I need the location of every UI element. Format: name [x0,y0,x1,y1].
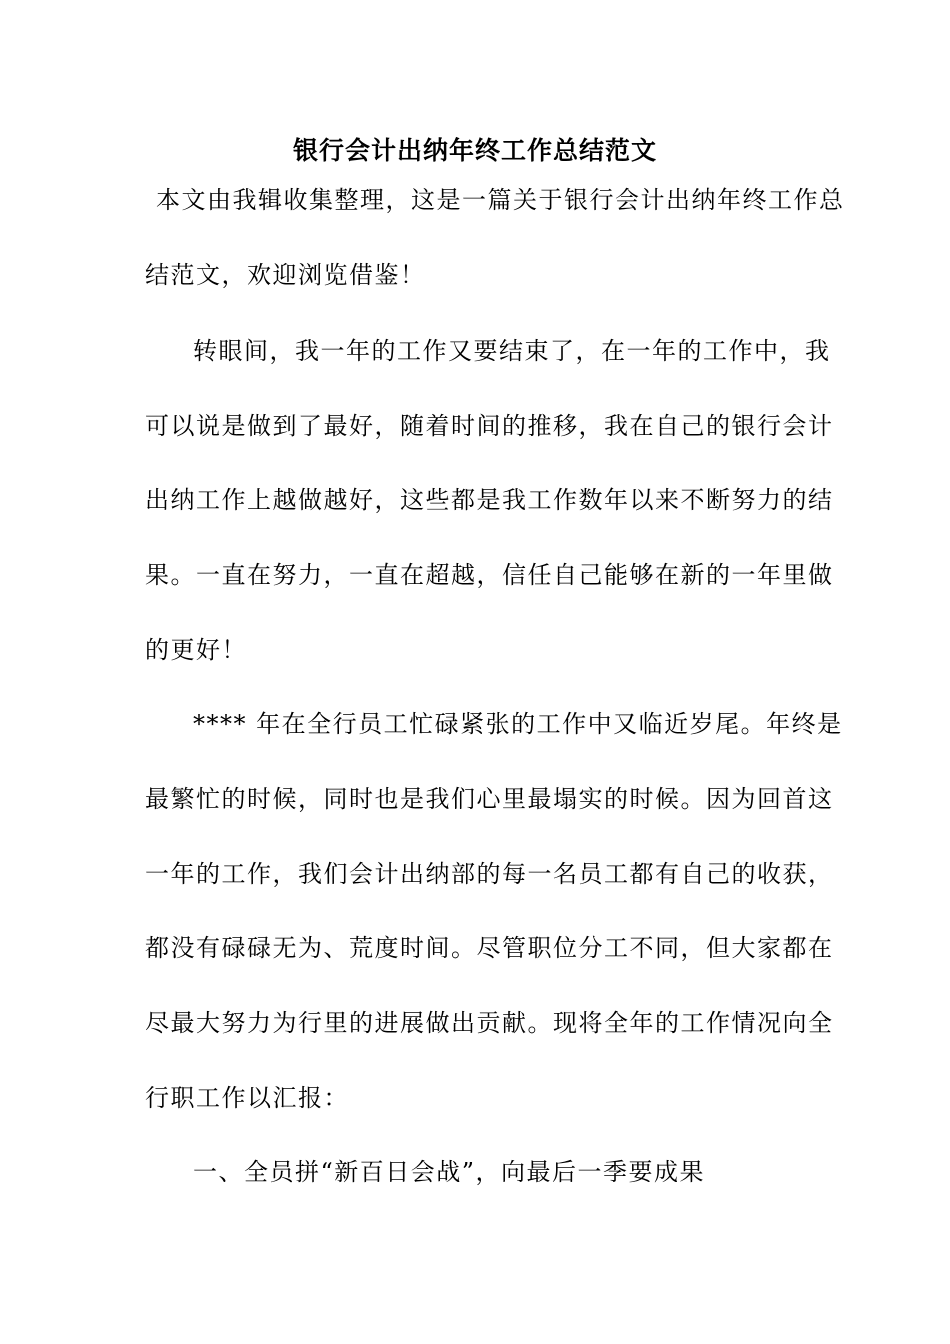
section-heading: 一、全员拼“新百日会战”，向最后一季要成果 [193,1158,706,1186]
paragraph-line: 的更好！ [145,636,247,664]
paragraph-line: 行职工作以汇报： [145,1084,349,1112]
intro-line: 本文由我辑收集整理，这是一篇关于银行会计出纳年终工作总 [156,186,845,214]
paragraph-line: **** 年在全行员工忙碌紧张的工作中又临近岁尾。年终是 [193,710,843,738]
paragraph-line: 出纳工作上越做越好，这些都是我工作数年以来不断努力的结 [145,486,834,514]
paragraph-line: 都没有碌碌无为、荒度时间。尽管职位分工不同，但大家都在 [145,934,834,962]
intro-line: 结范文，欢迎浏览借鉴！ [145,261,426,289]
document-title: 银行会计出纳年终工作总结范文 [292,136,657,165]
paragraph-line: 最繁忙的时候，同时也是我们心里最塌实的时候。因为回首这 [145,785,834,813]
paragraph-line: 转眼间，我一年的工作又要结束了，在一年的工作中，我 [193,337,831,365]
paragraph-line: 可以说是做到了最好，随着时间的推移，我在自己的银行会计 [145,412,834,440]
paragraph-line: 一年的工作，我们会计出纳部的每一名员工都有自己的收获， [145,860,834,888]
paragraph-line: 果。一直在努力，一直在超越，信任自己能够在新的一年里做 [145,561,834,589]
paragraph-line: 尽最大努力为行里的进展做出贡献。现将全年的工作情况向全 [145,1009,834,1037]
